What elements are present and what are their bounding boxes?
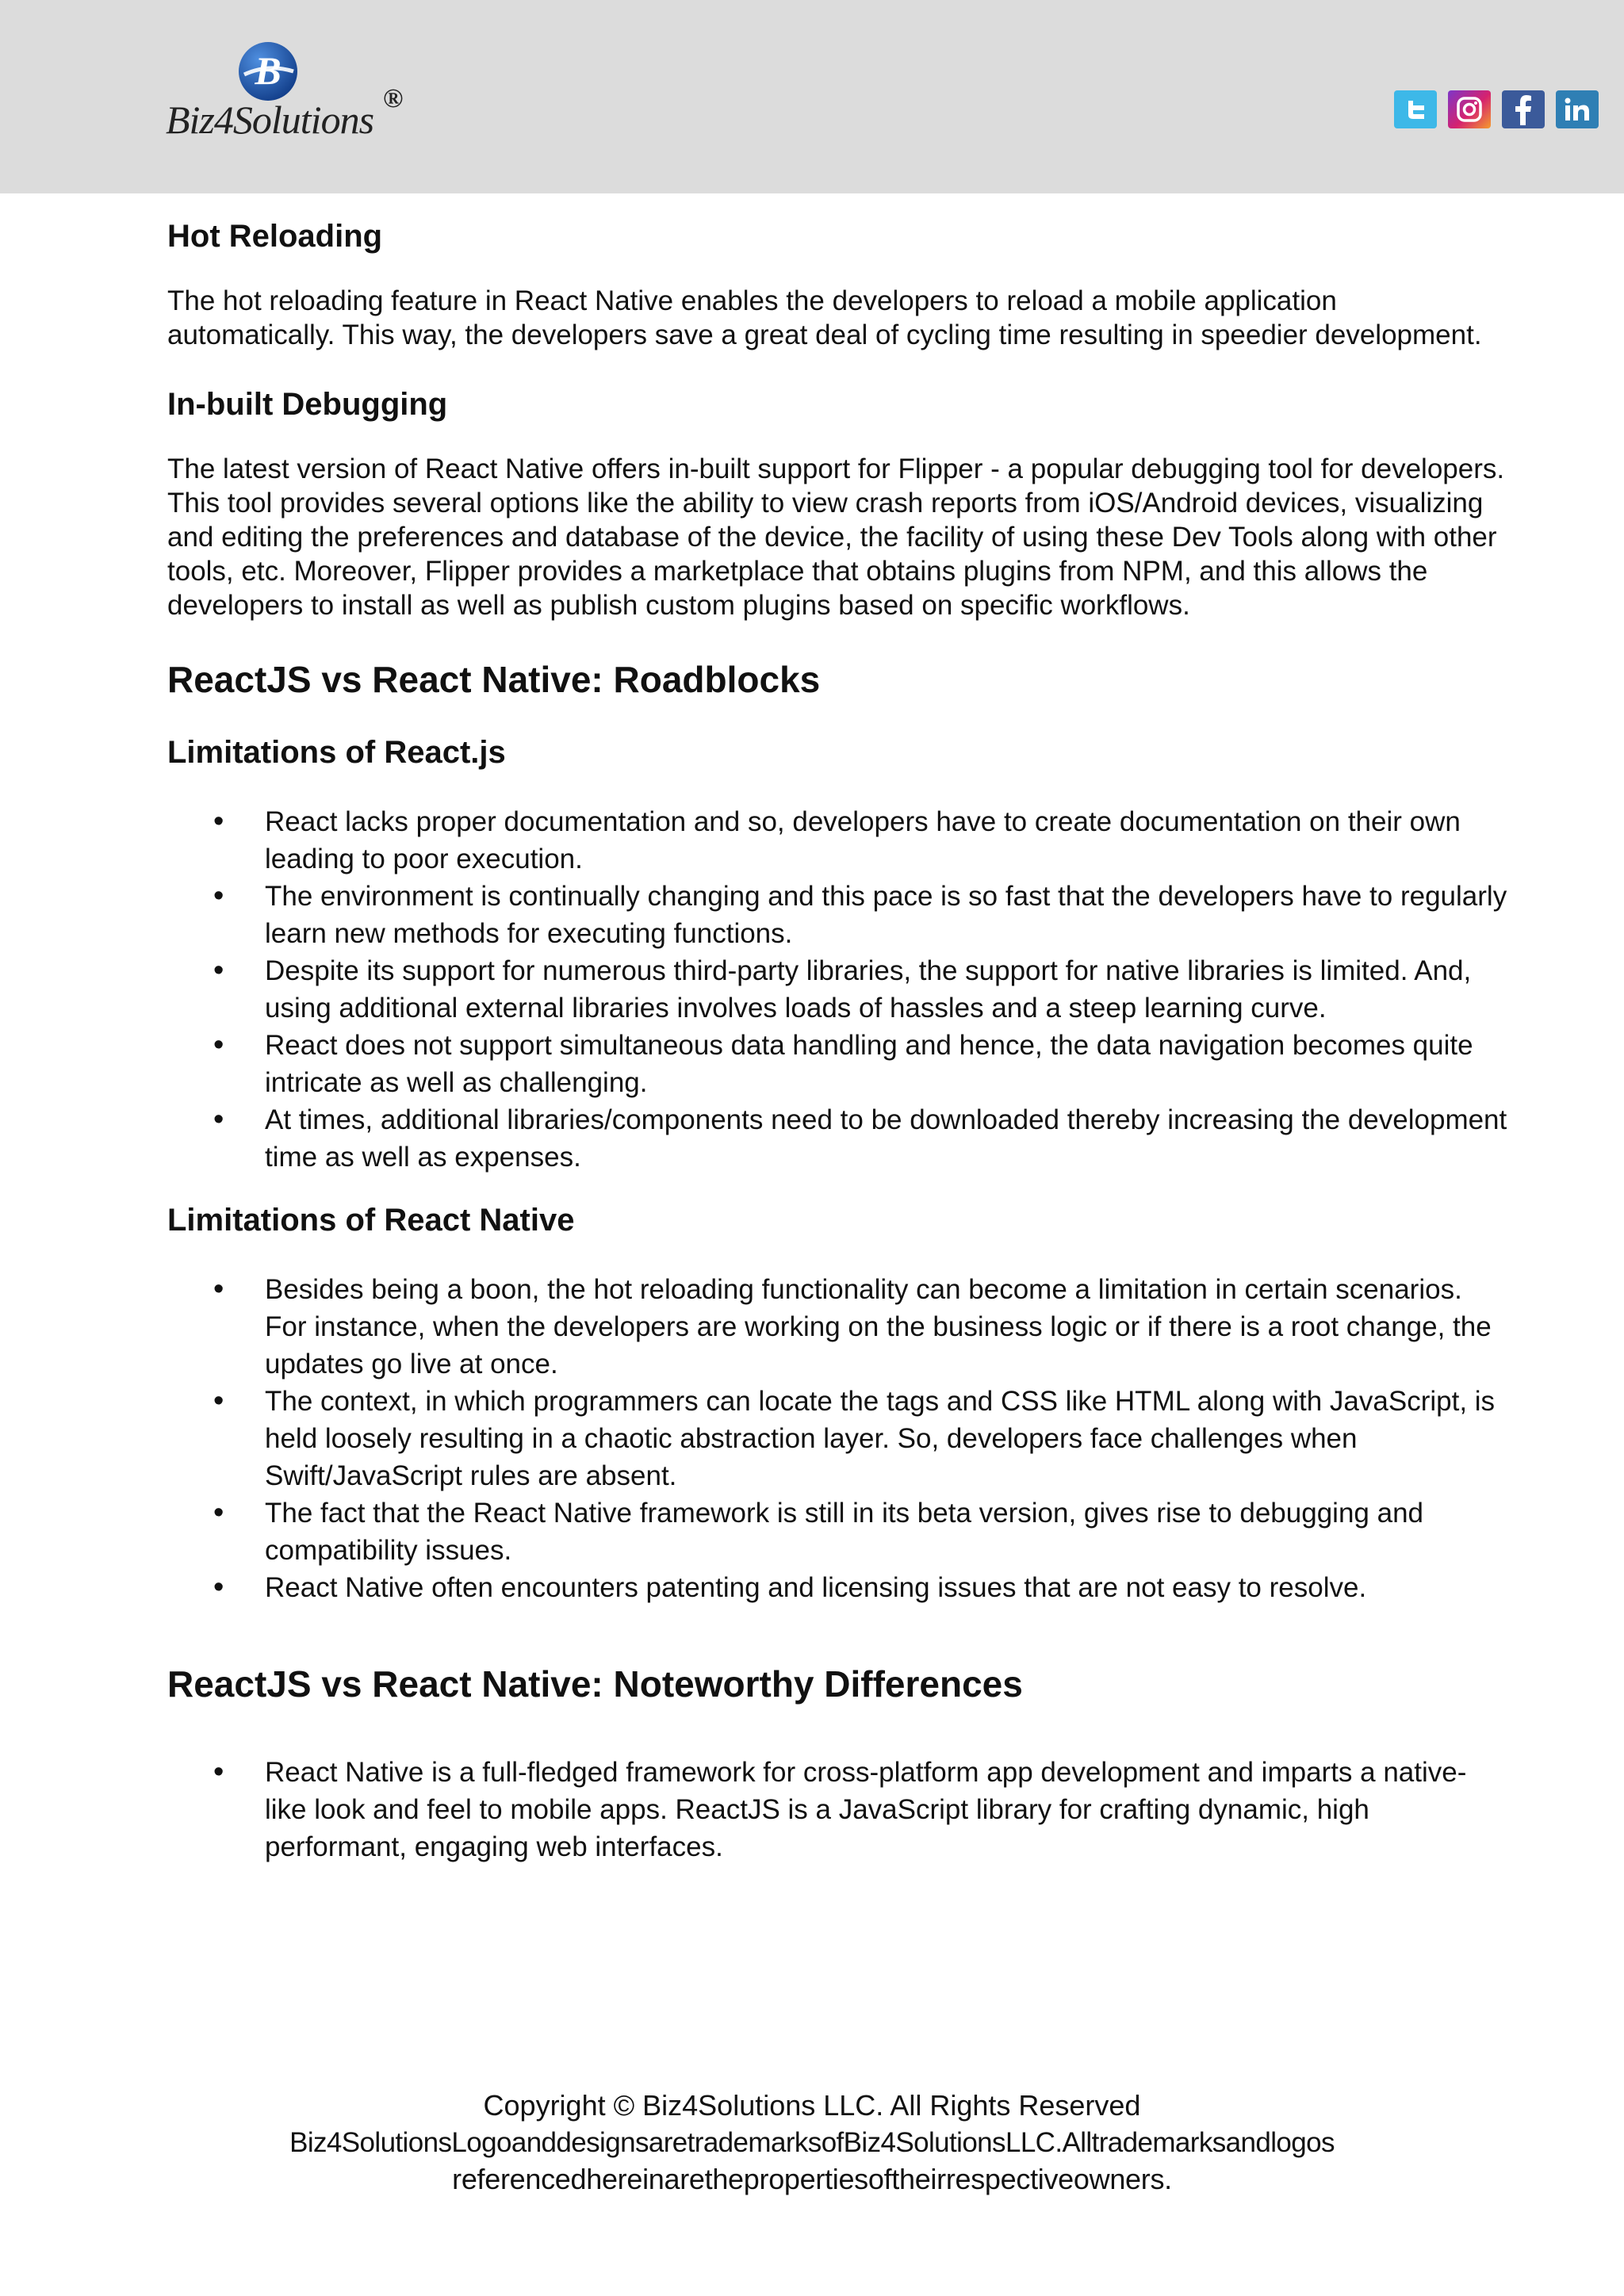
list-item: • The environment is continually changing and this pace is so fast that the developers have to regularly learn new methods for executing functions.: [167, 878, 1507, 952]
linkedin-icon[interactable]: [1556, 90, 1599, 128]
heading-limitations-reactjs: Limitations of React.js: [167, 735, 506, 770]
list-item: • Despite its support for numerous third-party libraries, the support for native libraries is limited. And, using additional external libraries involves loads of hassles and a steep learning curve.: [167, 952, 1507, 1027]
list-item: • React does not support simultaneous data handling and hence, the data navigation becomes quite intricate as well as challenging.: [167, 1027, 1507, 1101]
list-differences: [167, 1754, 1507, 1866]
list-item: • The context, in which programmers can locate the tags and CSS like HTML along with JavaScript, is held loosely resulting in a chaotic abstraction layer. So, developers face challenges when Swift/JavaScript rules are absent.: [167, 1383, 1507, 1494]
header-band: [0, 0, 1624, 193]
footer-trademark-line-2: referencedhereinarethepropertiesoftheirrespectiveowners.: [452, 2163, 1172, 2195]
list-limitations-react-native: [167, 1271, 1507, 1606]
facebook-icon[interactable]: [1502, 90, 1545, 128]
list-item: • Besides being a boon, the hot reloading functionality can become a limitation in certain scenarios. For instance, when the developers are working on the business logic or if there is a root change, the updates go live at once.: [167, 1271, 1507, 1383]
list-item: • React lacks proper documentation and so, developers have to create documentation on their own leading to poor execution.: [167, 803, 1507, 878]
list-item: • React Native often encounters patenting and licensing issues that are not easy to resolve.: [167, 1569, 1507, 1606]
logo-mark-letter: B: [255, 48, 282, 93]
list-limitations-reactjs: [167, 803, 1507, 1176]
list-item: • React Native is a full-fledged framework for cross-platform app development and imparts a native-like look and feel to mobile apps. ReactJS is a JavaScript library for crafting dynamic, high performant, engaging web interfaces.: [167, 1754, 1507, 1866]
footer-copyright: Copyright © Biz4Solutions LLC. All Rights Reserved: [483, 2089, 1141, 2122]
list-item: • The fact that the React Native framework is still in its beta version, gives rise to debugging and compatibility issues.: [167, 1494, 1507, 1569]
paragraph-hot-reloading: The hot reloading feature in React Native enables the developers to reload a mobile application automatically. This way, the developers save a great deal of cycling time resulting in speedier development.: [167, 285, 1482, 350]
heading-inbuilt-debugging: In-built Debugging: [167, 387, 448, 422]
paragraph-inbuilt-debugging: The latest version of React Native offers in-built support for Flipper - a popular debugging tool for developers. This tool provides several options like the ability to view crash reports from iOS/Android devices, visualizing and editing the preferences and database of the device, the facility of using these Dev Tools along with other tools, etc. Moreover, Flipper provides a marketplace that obtains plugins from NPM, and this allows the developers to install as well as publish custom plugins based on specific workflows.: [167, 453, 1505, 621]
twitter-icon[interactable]: [1394, 90, 1437, 128]
footer-trademark-line: Biz4SolutionsLogoanddesignsaretrademarksofBiz4SolutionsLLC.Alltrademarksandlogos: [289, 2127, 1335, 2158]
company-logo[interactable]: [163, 40, 416, 151]
heading-hot-reloading: Hot Reloading: [167, 219, 383, 254]
heading-differences: ReactJS vs React Native: Noteworthy Differences: [167, 1663, 1023, 1705]
logo-wordmark: Biz4Solutions: [166, 98, 374, 142]
heading-roadblocks: ReactJS vs React Native: Roadblocks: [167, 659, 821, 700]
heading-limitations-react-native: Limitations of React Native: [167, 1203, 575, 1238]
document-body: [167, 216, 1507, 1866]
list-item: • At times, additional libraries/components need to be downloaded thereby increasing the development time as well as expenses.: [167, 1101, 1507, 1176]
logo-mark-icon: [236, 40, 300, 103]
registered-mark: ®: [383, 84, 404, 113]
social-links: [1394, 90, 1599, 128]
instagram-icon[interactable]: [1448, 90, 1491, 128]
footer: [0, 2087, 1624, 2198]
